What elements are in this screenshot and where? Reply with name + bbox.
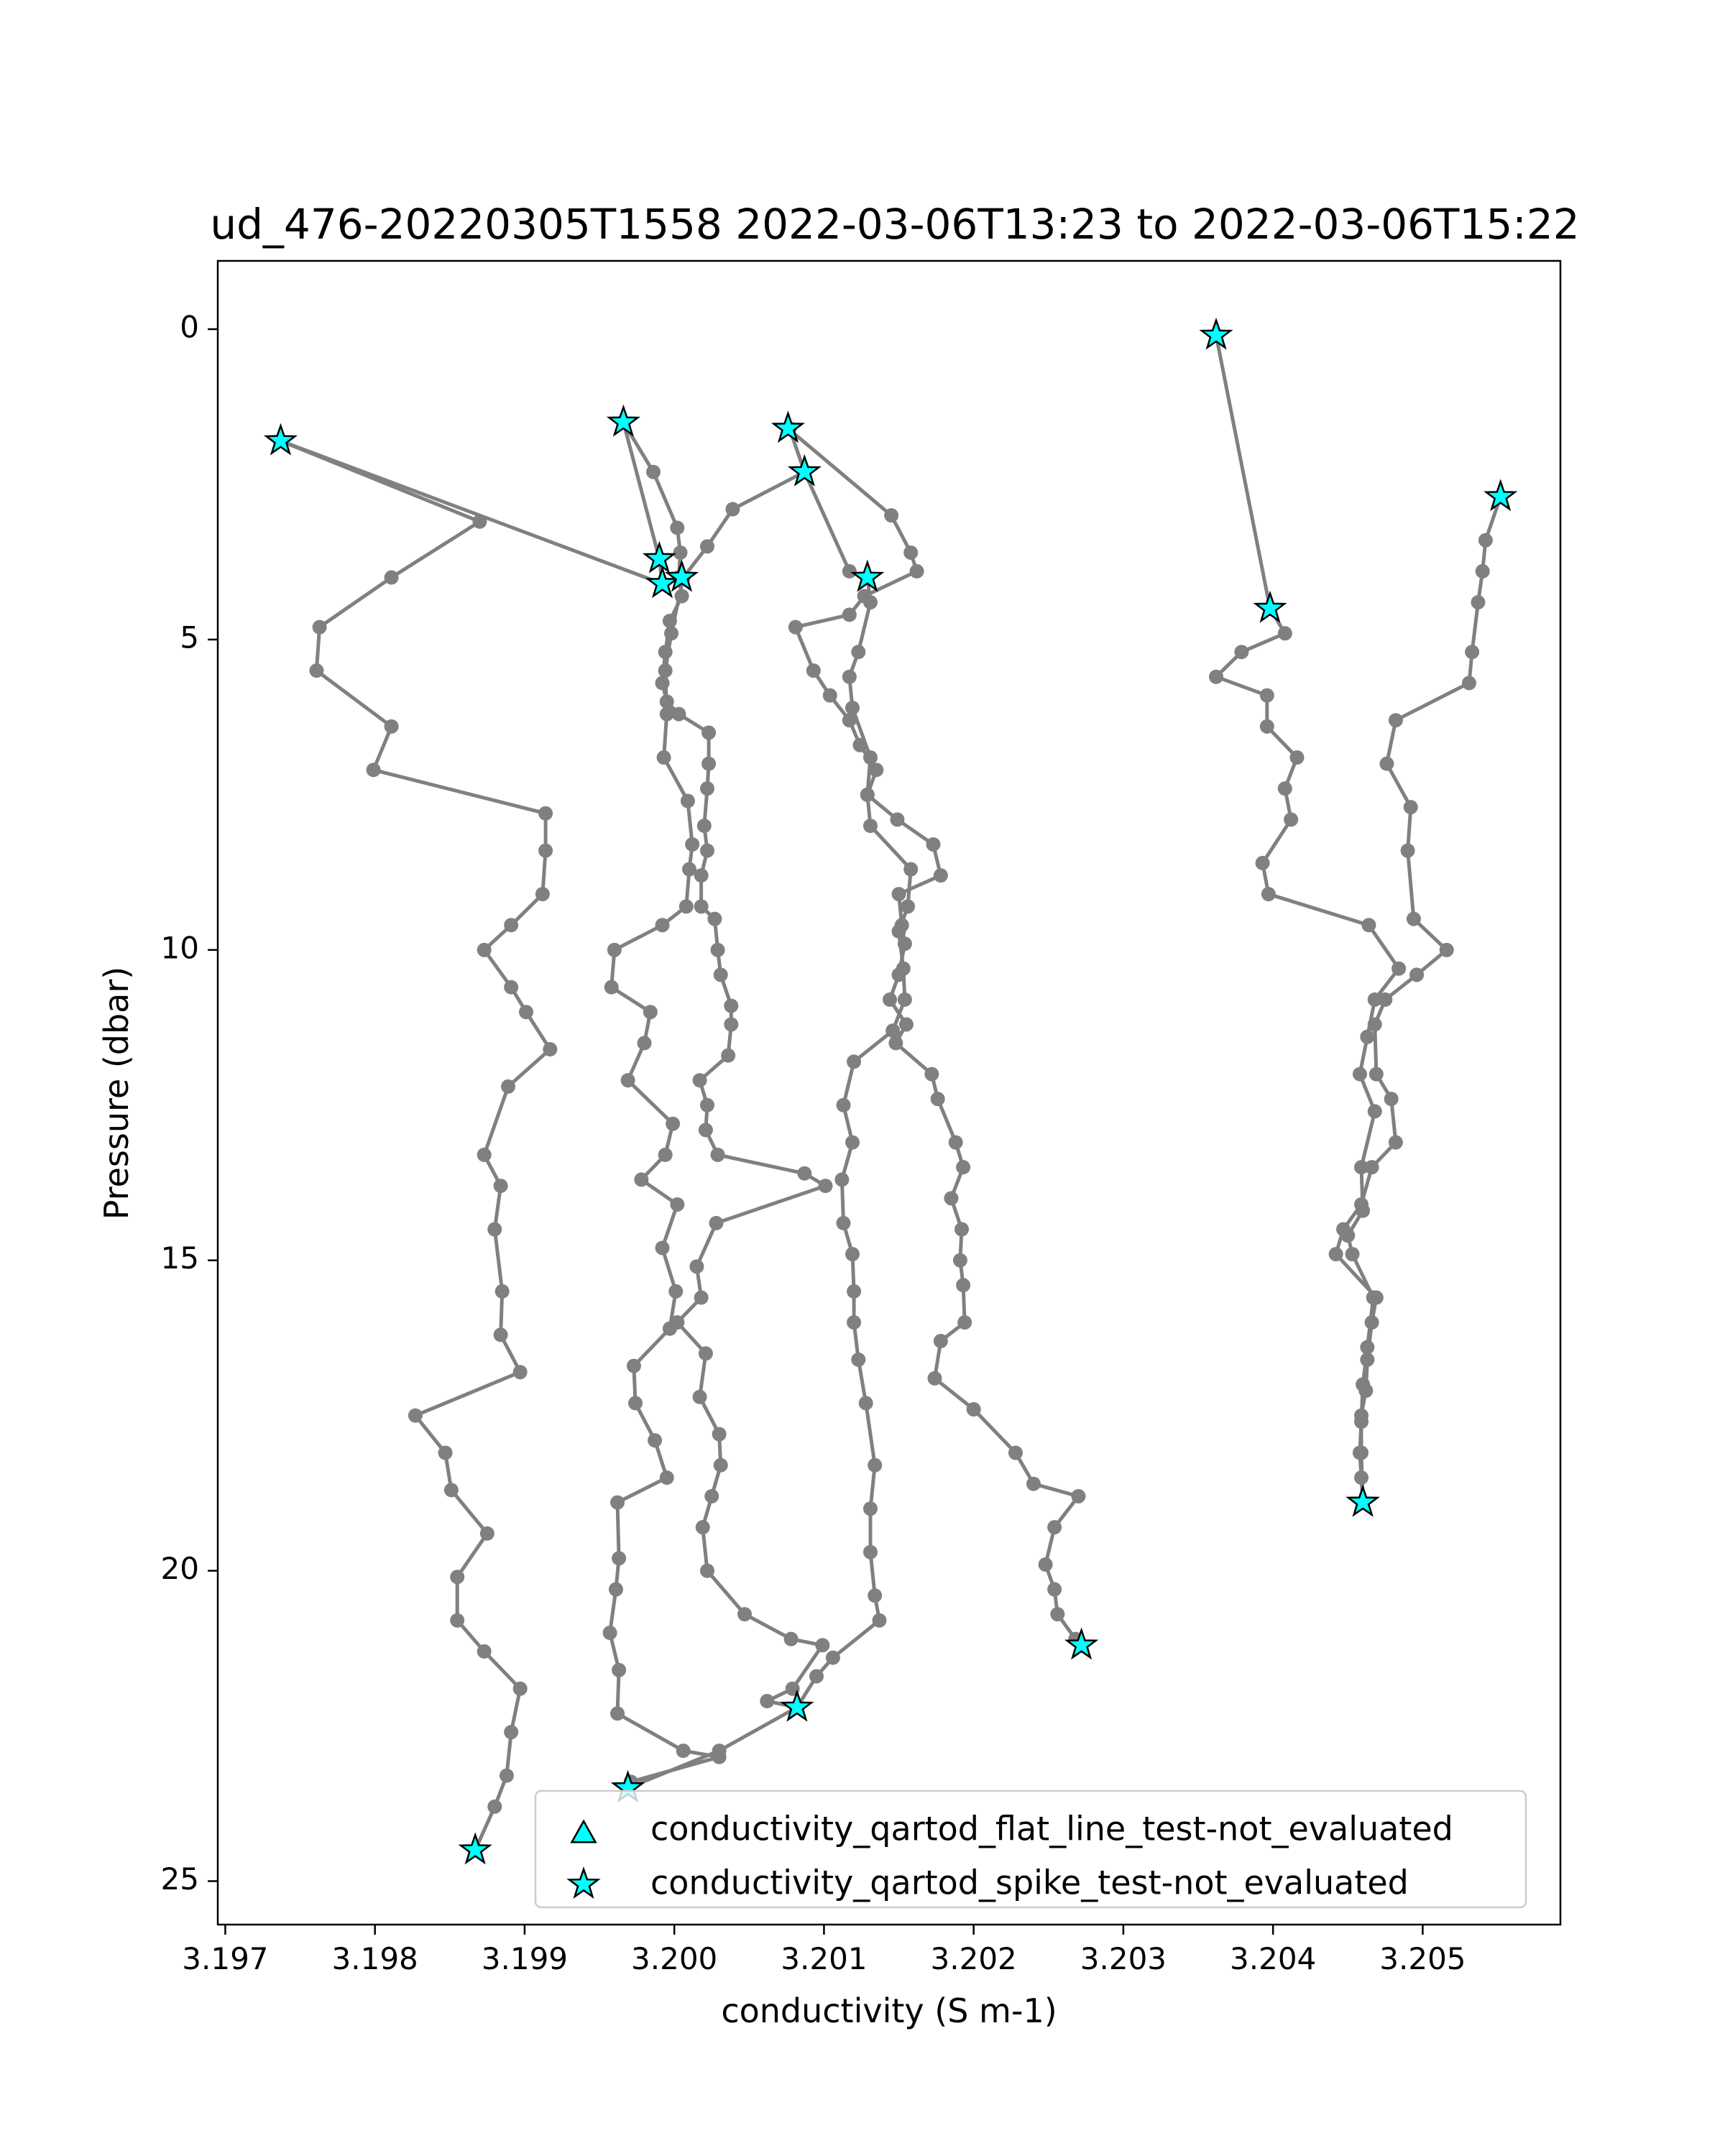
series-6-point-1 (1478, 533, 1493, 548)
series-1-point-46 (815, 1638, 829, 1652)
series-1-point-20 (694, 899, 709, 913)
series-2-point-2 (903, 545, 918, 560)
series-3-point-9 (685, 837, 699, 852)
series-4-point-16 (886, 1023, 900, 1038)
series-5-point-11 (1261, 887, 1276, 901)
series-3-point-30 (612, 1551, 626, 1565)
series-4-point-27 (868, 1458, 882, 1473)
series-6-point-27 (1354, 1446, 1368, 1460)
series-6-point-15 (1369, 1067, 1384, 1082)
series-1-point-21 (707, 912, 722, 926)
series-1-point-28 (700, 1098, 714, 1112)
series-6-point-18 (1365, 1160, 1379, 1174)
series-1-point-37 (699, 1346, 713, 1360)
series-1-point-23 (714, 967, 728, 982)
series-5-point-2 (1278, 626, 1292, 640)
series-2-point-26 (956, 1160, 970, 1174)
series-2-point-8 (823, 688, 837, 703)
series-4-point-14 (896, 962, 911, 976)
series-6-point-21 (1329, 1247, 1343, 1261)
series-2-point-37 (1071, 1489, 1085, 1503)
series-1-point-29 (699, 1123, 713, 1137)
series-5-point-4 (1209, 670, 1223, 684)
series-2-point-29 (953, 1253, 967, 1268)
series-1-point-31 (797, 1166, 811, 1181)
series-0-point-27 (450, 1613, 464, 1628)
series-0-point-24 (444, 1483, 459, 1497)
series-4-point-5 (851, 645, 865, 659)
series-4-point-2 (842, 564, 857, 579)
series-1-point-41 (704, 1489, 719, 1503)
series-2-point-20 (883, 992, 897, 1007)
series-3-point-19 (658, 1148, 673, 1162)
series-0-point-12 (504, 980, 518, 995)
series-6-point-6 (1389, 713, 1403, 727)
series-3-point-22 (656, 1240, 670, 1255)
x-tick-label-1: 3.198 (331, 1941, 418, 1976)
series-1-point-34 (689, 1259, 704, 1273)
series-3-point-25 (627, 1359, 641, 1373)
legend-entry-flat-line: conductivity_qartod_flat_line_test-not_evaluated (650, 1809, 1453, 1848)
series-3-point-13 (607, 943, 622, 957)
series-1-point-25 (724, 1017, 738, 1031)
series-2-point-41 (1050, 1607, 1064, 1621)
series-3-point-11 (679, 899, 694, 913)
series-6-point-23 (1365, 1315, 1379, 1330)
series-2-point-13 (890, 812, 904, 826)
x-tick-label-6: 3.203 (1080, 1941, 1167, 1976)
series-0-point-19 (495, 1284, 510, 1299)
series-1-point-45 (784, 1632, 799, 1646)
series-2-point-16 (892, 887, 906, 901)
series-6-point-17 (1389, 1135, 1403, 1150)
series-0-point-4 (309, 663, 323, 678)
series-4-point-13 (892, 924, 906, 939)
series-4-point-12 (901, 899, 915, 913)
series-4-point-11 (903, 862, 918, 877)
x-tick-label-3: 3.200 (631, 1941, 718, 1976)
series-6-point-4 (1465, 645, 1479, 659)
series-1-point-48 (760, 1694, 774, 1708)
series-3-point-20 (634, 1172, 648, 1187)
y-tick-label-2: 10 (160, 930, 199, 966)
y-tick-label-0: 0 (180, 309, 199, 345)
series-6-point-22 (1369, 1291, 1384, 1305)
series-6-point-20 (1336, 1222, 1351, 1237)
series-6-point-13 (1378, 992, 1392, 1007)
series-4-point-7 (845, 701, 860, 715)
series-1-point-16 (700, 781, 714, 796)
series-3-point-15 (643, 1005, 658, 1019)
series-3-point-4 (664, 626, 678, 640)
series-1-point-38 (693, 1390, 707, 1404)
series-6-point-26 (1354, 1409, 1368, 1423)
series-4-point-20 (834, 1172, 849, 1187)
series-1-point-4 (646, 465, 661, 479)
series-3-point-24 (663, 1322, 677, 1336)
series-0-point-18 (487, 1222, 502, 1237)
series-0-point-22 (408, 1409, 423, 1423)
series-0-point-26 (450, 1570, 464, 1584)
series-3-point-16 (638, 1036, 652, 1050)
series-2-point-23 (924, 1067, 939, 1082)
series-5-point-13 (1392, 962, 1406, 976)
series-4-point-31 (872, 1613, 886, 1628)
series-3-point-6 (660, 707, 674, 722)
series-2-point-27 (944, 1191, 958, 1205)
series-3-point-34 (610, 1706, 625, 1720)
series-6-point-3 (1471, 595, 1485, 609)
series-0-point-7 (538, 806, 553, 821)
series-3-point-26 (628, 1396, 643, 1410)
series-0-point-3 (313, 620, 327, 635)
series-2-point-22 (888, 1036, 903, 1050)
series-0-point-9 (535, 887, 550, 901)
series-2-point-1 (884, 508, 898, 522)
y-tick-label-3: 15 (160, 1240, 199, 1276)
x-tick-label-5: 3.202 (930, 1941, 1017, 1976)
series-4-point-23 (847, 1284, 861, 1299)
x-axis (182, 1925, 1466, 1976)
series-5-point-16 (1353, 1067, 1367, 1082)
series-4-point-18 (836, 1098, 850, 1112)
series-1-point-32 (818, 1179, 832, 1193)
series-1-point-26 (721, 1049, 735, 1063)
series-3-point-28 (660, 1470, 674, 1485)
series-5-point-21 (1346, 1247, 1360, 1261)
series-6-point-11 (1440, 943, 1454, 957)
series-4-point-21 (836, 1216, 850, 1230)
series-0-point-10 (504, 918, 518, 932)
series-3-point-10 (682, 862, 696, 877)
series-3-point-35 (676, 1743, 691, 1758)
series-4-point-35 (712, 1743, 727, 1758)
series-3-point-32 (603, 1626, 617, 1640)
series-3-point-5 (658, 663, 673, 678)
series-1-point-30 (711, 1148, 725, 1162)
series-3-point-33 (612, 1663, 626, 1677)
series-4-point-25 (851, 1353, 865, 1367)
series-6-point-24 (1360, 1353, 1374, 1367)
series-1-point-40 (714, 1458, 728, 1473)
series-2-point-7 (806, 663, 821, 678)
series-3-point-12 (656, 918, 670, 932)
series-0-point-6 (367, 763, 381, 777)
series-2-point-36 (1026, 1477, 1041, 1491)
series-2-point-39 (1039, 1557, 1053, 1572)
series-2-point-24 (931, 1092, 945, 1106)
series-0-point-13 (519, 1005, 533, 1019)
series-0-point-17 (494, 1179, 508, 1193)
x-tick-label-2: 3.199 (481, 1941, 569, 1976)
series-0-point-5 (385, 719, 399, 734)
series-6-point-8 (1404, 800, 1418, 814)
series-0-point-16 (477, 1148, 492, 1162)
series-0-point-20 (494, 1327, 508, 1342)
series-4-point-28 (863, 1501, 878, 1516)
series-6-point-5 (1462, 676, 1476, 690)
series-2-point-32 (934, 1334, 948, 1348)
series-0-point-28 (477, 1644, 492, 1659)
series-0-point-23 (438, 1446, 453, 1460)
series-0-point-30 (504, 1725, 518, 1739)
series-6-point-9 (1401, 844, 1415, 858)
series-4-point-26 (859, 1396, 873, 1410)
series-4-point-32 (826, 1651, 840, 1665)
series-5-point-7 (1289, 750, 1304, 765)
series-2-point-6 (788, 620, 803, 635)
series-3-point-18 (666, 1117, 680, 1131)
series-2-point-21 (899, 1017, 914, 1031)
series-0-point-25 (480, 1526, 494, 1541)
series-1-point-42 (696, 1520, 710, 1534)
series-1-point-39 (712, 1427, 727, 1442)
x-axis-label: conductivity (S m-1) (721, 1991, 1057, 2030)
series-4-point-4 (863, 595, 878, 609)
series-3-point-29 (610, 1496, 625, 1510)
series-6-point-12 (1409, 967, 1424, 982)
series-0-point-2 (385, 571, 399, 585)
series-5-point-15 (1360, 1030, 1374, 1044)
series-5-point-12 (1361, 918, 1376, 932)
series-5-point-8 (1278, 781, 1292, 796)
series-5-point-9 (1284, 812, 1298, 826)
series-4-point-29 (863, 1545, 878, 1560)
series-3-point-23 (668, 1284, 683, 1299)
series-6-point-14 (1368, 1017, 1382, 1031)
series-2-point-34 (967, 1402, 981, 1416)
series-1-point-33 (709, 1216, 723, 1230)
series-0-point-11 (477, 943, 492, 957)
series-0-point-29 (513, 1682, 528, 1696)
series-2-point-30 (956, 1278, 970, 1292)
series-3-point-21 (670, 1197, 684, 1212)
series-5-point-5 (1260, 688, 1274, 703)
x-tick-label-4: 3.201 (781, 1941, 868, 1976)
series-3-point-31 (609, 1583, 623, 1597)
series-2-point-5 (842, 607, 857, 622)
series-1-point-6 (673, 545, 687, 560)
series-4-point-30 (868, 1588, 882, 1603)
series-3-point-27 (648, 1433, 662, 1447)
series-1-point-27 (693, 1073, 707, 1087)
series-5-point-6 (1260, 719, 1274, 734)
series-5-point-3 (1234, 645, 1248, 659)
series-3-point-14 (604, 980, 619, 995)
x-tick-label-8: 3.205 (1379, 1941, 1466, 1976)
series-2-point-35 (1008, 1446, 1023, 1460)
series-0-point-8 (538, 844, 553, 858)
series-4-point-33 (809, 1669, 824, 1683)
series-4-point-15 (898, 992, 912, 1007)
series-6-point-19 (1354, 1197, 1368, 1212)
series-4-point-24 (847, 1315, 861, 1330)
series-4-point-9 (860, 788, 875, 802)
series-3-point-8 (681, 794, 695, 808)
series-0-point-32 (487, 1800, 502, 1814)
series-1-point-18 (700, 844, 714, 858)
series-1-point-24 (724, 999, 738, 1013)
legend-entry-spike: conductivity_qartod_spike_test-not_evaluated (650, 1863, 1409, 1902)
series-1-point-5 (670, 520, 684, 535)
series-0-point-14 (543, 1042, 557, 1056)
series-2-point-14 (926, 837, 940, 852)
series-4-point-17 (847, 1054, 861, 1069)
series-6-point-16 (1384, 1092, 1399, 1106)
series-4-point-10 (863, 819, 878, 833)
series-6-point-7 (1379, 757, 1394, 771)
series-3-point-7 (657, 750, 671, 765)
series-0-point-31 (500, 1769, 514, 1783)
series-0-point-15 (501, 1079, 515, 1094)
series-3-point-2 (700, 539, 714, 553)
series-0-point-21 (513, 1365, 528, 1379)
series-1-point-15 (702, 757, 716, 771)
series-3-point-17 (621, 1073, 635, 1087)
series-2-point-15 (934, 868, 948, 883)
series-2-point-33 (928, 1371, 942, 1386)
y-tick-label-5: 25 (160, 1861, 199, 1897)
series-1-point-14 (702, 725, 716, 740)
series-4-point-19 (845, 1135, 860, 1150)
y-tick-label-4: 20 (160, 1551, 199, 1587)
chart-title: ud_476-20220305T1558 2022-03-06T13:23 to 2022-03-06T15:22 (210, 200, 1580, 249)
series-1-point-44 (737, 1607, 752, 1621)
series-6-point-10 (1407, 912, 1421, 926)
x-tick-label-0: 3.197 (182, 1941, 269, 1976)
series-1-point-43 (700, 1564, 714, 1578)
series-2-point-28 (954, 1222, 969, 1237)
series-4-point-6 (842, 670, 857, 684)
series-4-point-8 (863, 750, 878, 765)
series-3-point-1 (725, 502, 740, 517)
series-2-point-3 (910, 564, 924, 579)
series-2-point-38 (1047, 1520, 1062, 1534)
series-6-point-25 (1358, 1383, 1373, 1398)
series-1-point-35 (694, 1291, 709, 1305)
series-2-point-25 (949, 1135, 963, 1150)
series-6-point-2 (1476, 564, 1490, 579)
x-tick-label-7: 3.204 (1230, 1941, 1317, 1976)
y-tick-label-1: 5 (180, 619, 199, 655)
series-1-point-17 (697, 819, 712, 833)
y-axis-label: Pressure (dbar) (97, 966, 136, 1220)
series-5-point-10 (1256, 856, 1270, 870)
series-2-point-40 (1047, 1583, 1062, 1597)
series-5-point-17 (1368, 1104, 1382, 1118)
series-2-point-31 (957, 1315, 972, 1330)
legend (535, 1791, 1526, 1907)
series-1-point-22 (711, 943, 725, 957)
series-4-point-22 (845, 1247, 860, 1261)
